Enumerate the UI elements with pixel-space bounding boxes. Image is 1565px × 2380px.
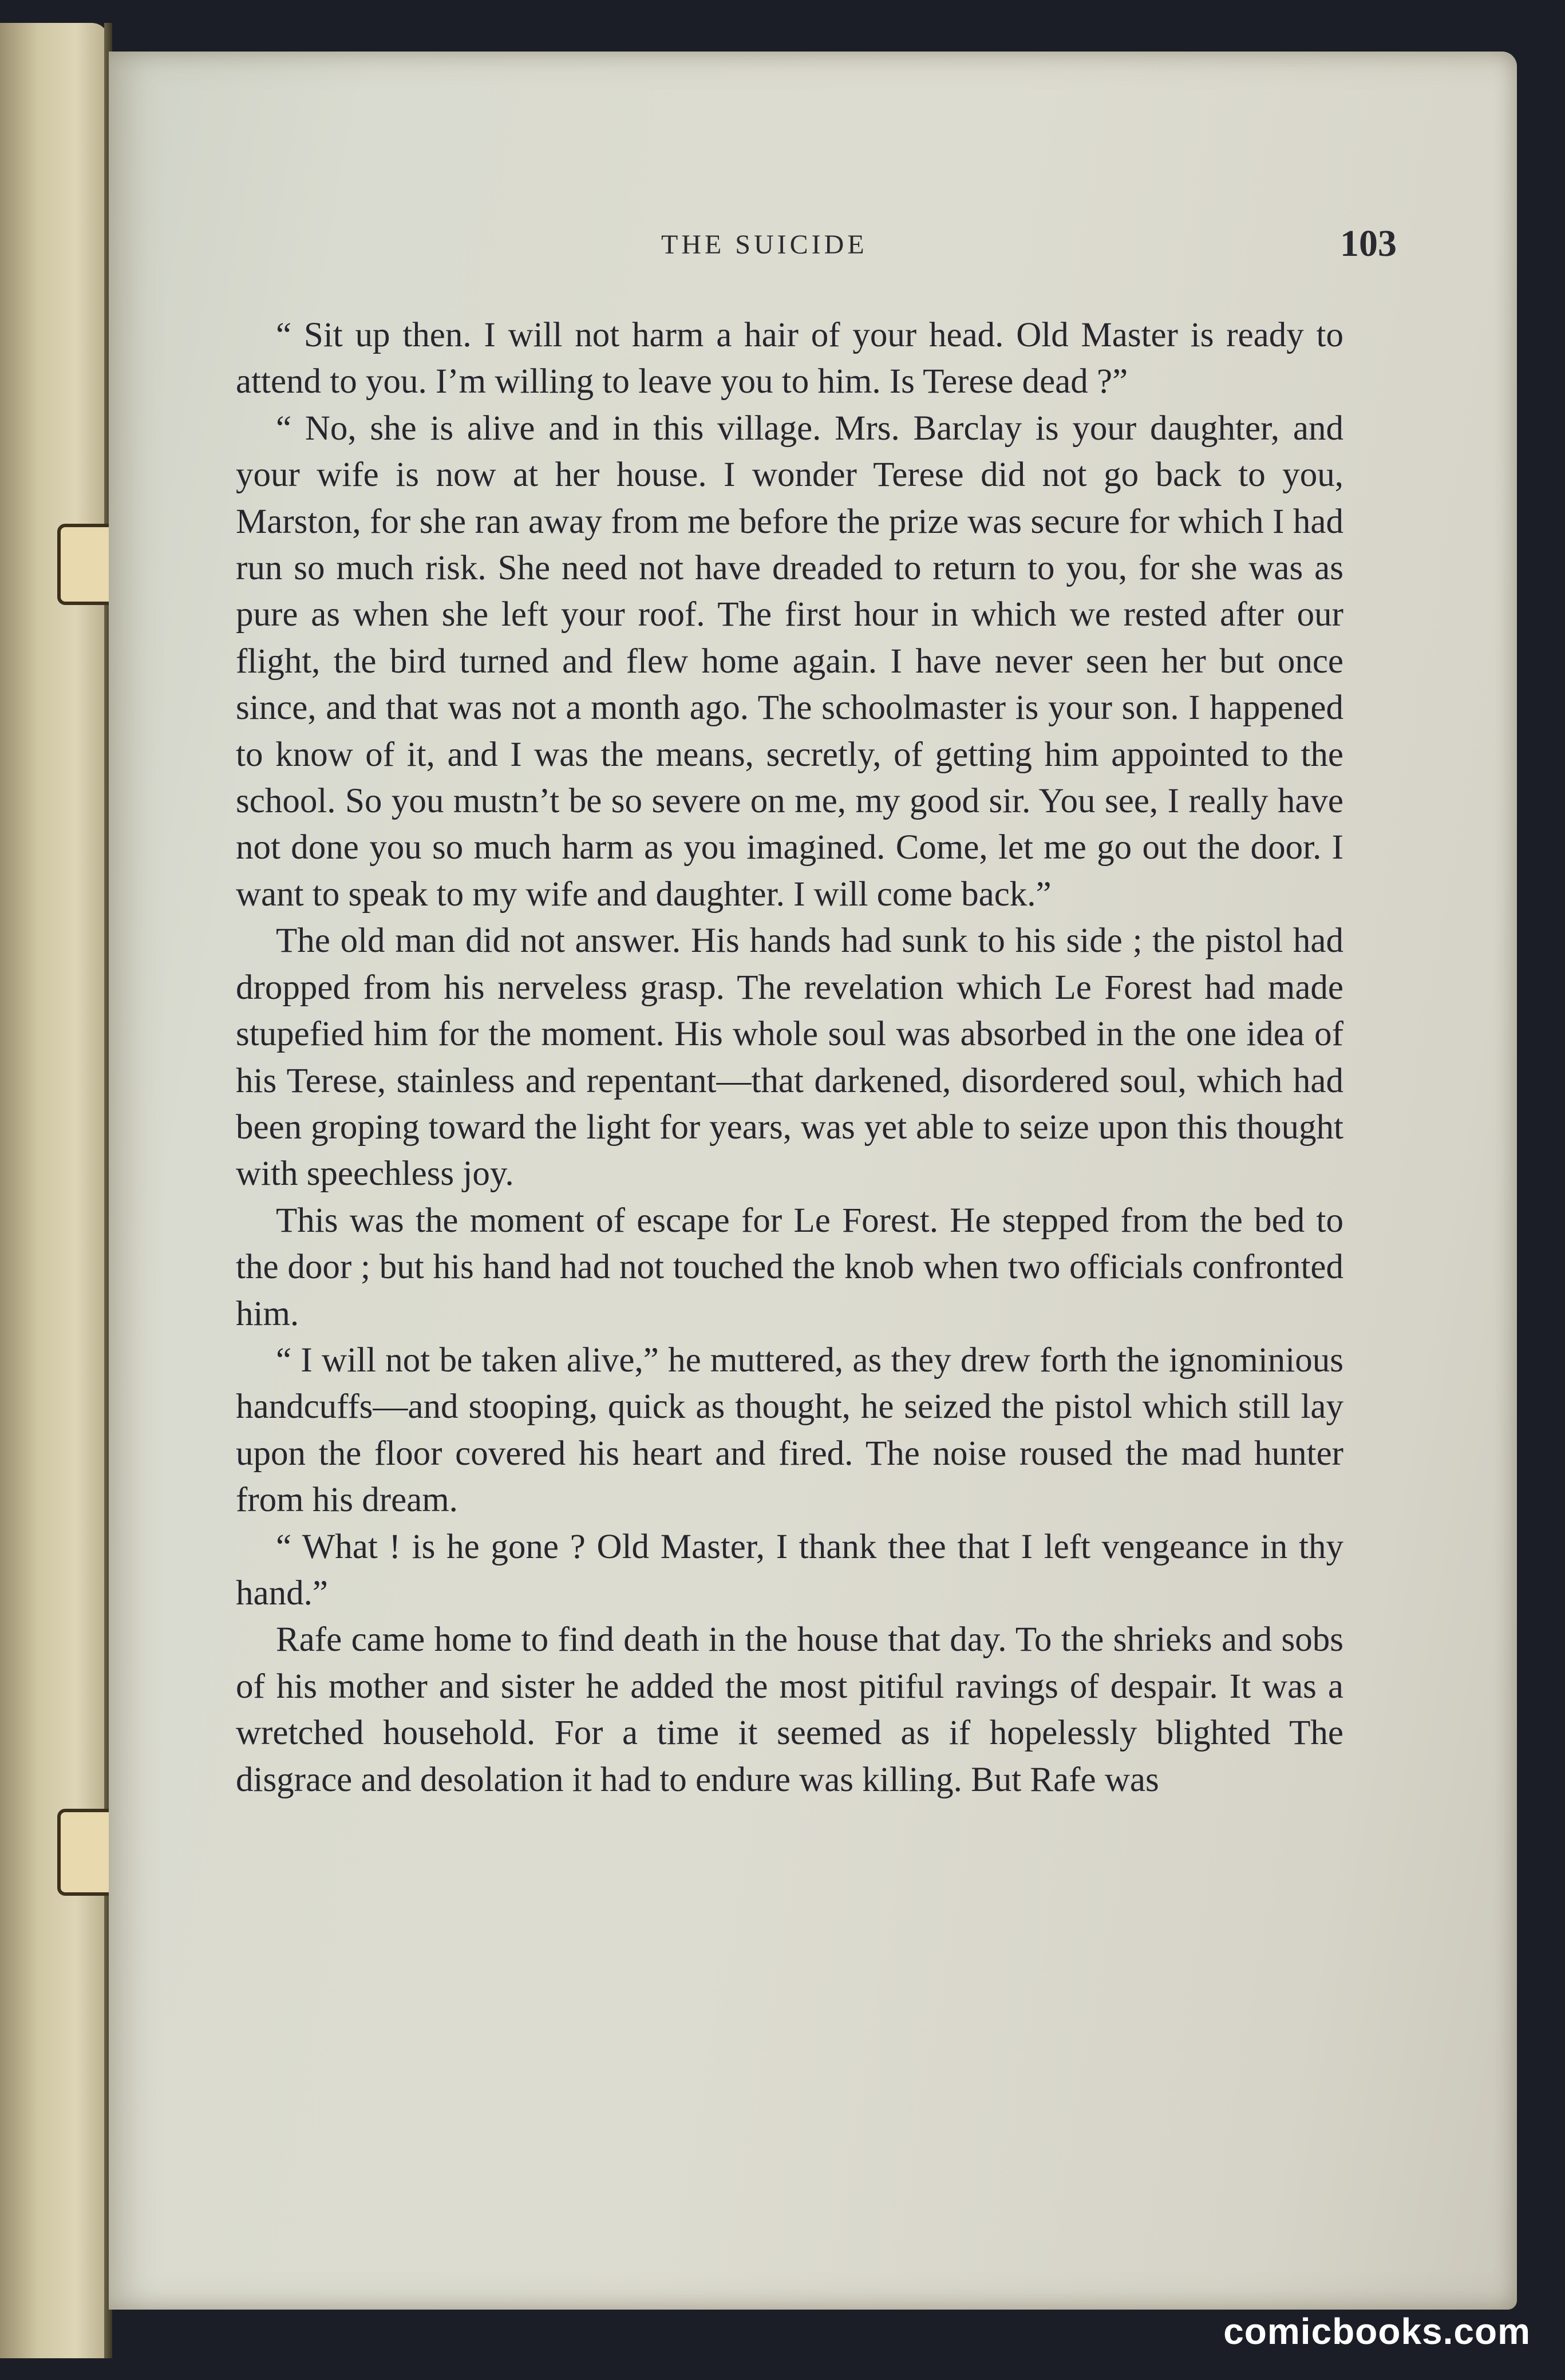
paragraph: “ Sit up then. I will not harm a hair of your head. Old Master is ready to attend to you. I’m willing to leave you to him. Is Terese dead ?” [236, 316, 1343, 401]
paragraph: The old man did not answer. His hands had sunk to his side ; the pistol had dropped from his nerveless grasp. The revelation which Le Forest had made stupefied him for the moment. His whole soul was absorbed in the one idea of his Terese, stainless and repentant—that darkened, disordered soul, which had been groping toward the light for years, was yet able to seize upon this thought with speechless joy. [236, 922, 1343, 1193]
paragraph: “ What ! is he gone ? Old Master, I thank thee that I left vengeance in thy hand.” [236, 1527, 1343, 1612]
paragraph: This was the moment of escape for Le Forest. He stepped from the bed to the door ; but his hand had not touched the knob when two officials confronted him. [236, 1201, 1343, 1333]
paragraph: “ I will not be taken alive,” he muttered, as they drew forth the ignominious handcuffs—and stooping, quick as thought, he seized the pistol which still lay upon the floor covered his heart and fired. The noise roused the mad hunter from his dream. [236, 1341, 1343, 1520]
paragraph: “ No, she is alive and in this village. Mrs. Barclay is your daughter, and your wife is now at her house. I wonder Terese did not go back to you, Marston, for she ran away from me before the prize was secure for which I had run so much risk. She need not have dreaded to return to you, for she was as pure as when she left your roof. The first hour in which we rested after our flight, the bird turned and flew home again. I have never seen her but once since, and that was not a month ago. The schoolmaster is your son. I happened to know of it, and I was the means, secretly, of getting him appointed to the school. So you mustn’t be so severe on me, my good sir. You see, I really have not done you so much harm as you imagined. Come, let me go out the door. I want to speak to my wife and daughter. I will come back.” [236, 409, 1343, 914]
running-head: THE SUICIDE [661, 230, 868, 260]
book-page [109, 52, 1517, 2310]
paragraph: Rafe came home to find death in the house that day. To the shrieks and sobs of his mother and sister he added the most pitiful ravings of despair. It was a wretched household. For a time it seemed as if hopelessly blighted The disgrace and desolation it had to endure was killing. But Rafe was [236, 1620, 1343, 1799]
page-header [109, 223, 1517, 269]
site-watermark: comicbooks.com [1223, 2311, 1531, 2352]
page-number: 103 [1340, 223, 1397, 264]
body-text [236, 312, 1343, 1803]
facing-page-edge [0, 23, 109, 2358]
